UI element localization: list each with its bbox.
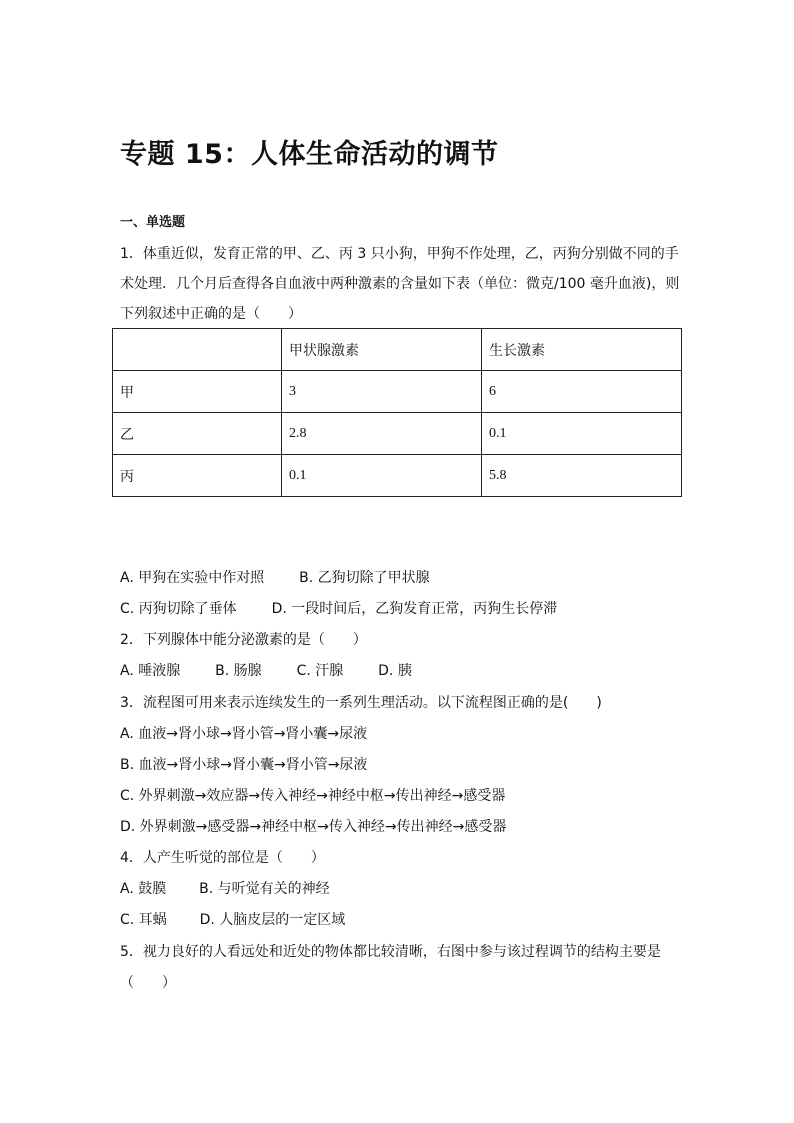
q3-option-b: B. 血液→肾小球→肾小囊→肾小管→尿液 xyxy=(120,757,368,773)
table-header-cell: 生长激素 xyxy=(482,329,682,371)
q1-option-c: C. 丙狗切除了垂体 xyxy=(120,601,237,617)
q3-option-a: A. 血液→肾小球→肾小管→肾小囊→尿液 xyxy=(120,726,368,742)
q2-options-row xyxy=(120,660,412,680)
q4-options-row-1 xyxy=(120,878,330,898)
q1-stem-line-2: 术处理．几个月后查得各自血液中两种激素的含量如下表（单位：微克/100 毫升血液)，则 xyxy=(120,276,680,292)
q2-stem: 2．下列腺体中能分泌激素的是（ ） xyxy=(120,632,367,648)
q1-options-row-1 xyxy=(120,567,430,587)
q4-options-row-2 xyxy=(120,909,345,929)
table-cell: 0.1 xyxy=(282,455,482,497)
table-header-cell xyxy=(113,329,282,371)
section-heading: 一、单选题 xyxy=(120,215,186,230)
table-cell: 0.1 xyxy=(482,413,682,455)
page-title: 专题 15：人体生命活动的调节 xyxy=(120,139,499,170)
q5-stem-line-1: 5．视力良好的人看远处和近处的物体都比较清晰，右图中参与该过程调节的结构主要是 xyxy=(120,944,661,960)
q4-option-a: A. 鼓膜 xyxy=(120,881,167,897)
q4-option-c: C. 耳蜗 xyxy=(120,912,167,928)
table-row xyxy=(113,413,682,455)
q1-option-b: B. 乙狗切除了甲状腺 xyxy=(299,570,430,586)
table-header-cell: 甲状腺激素 xyxy=(282,329,482,371)
q4-option-d: D. 人脑皮层的一定区域 xyxy=(199,912,346,928)
hormone-table xyxy=(112,328,682,497)
q3-option-c: C. 外界刺激→效应器→传入神经→神经中枢→传出神经→感受器 xyxy=(120,788,506,804)
table-header-row xyxy=(113,329,682,371)
q5-stem-line-2: （ ） xyxy=(120,975,176,991)
table-cell: 2.8 xyxy=(282,413,482,455)
q1-stem-line-1: 1．体重近似，发育正常的甲、乙、丙 3 只小狗，甲狗不作处理，乙，丙狗分别做不同的手 xyxy=(120,246,679,262)
q3-option-d: D. 外界刺激→感受器→神经中枢→传入神经→传出神经→感受器 xyxy=(120,819,507,835)
table-cell: 甲 xyxy=(113,371,282,413)
table-cell: 丙 xyxy=(113,455,282,497)
q4-option-b: B. 与听觉有关的神经 xyxy=(199,881,330,897)
q1-option-d: D. 一段时间后，乙狗发育正常，丙狗生长停滞 xyxy=(271,601,558,617)
q2-option-c: C. 汗腺 xyxy=(296,663,344,679)
q2-option-d: D. 胰 xyxy=(378,663,412,679)
q1-stem-line-3: 下列叙述中正确的是（ ） xyxy=(120,306,302,322)
q3-stem: 3．流程图可用来表示连续发生的一系列生理活动。以下流程图正确的是( ) xyxy=(120,695,602,711)
q2-option-b: B. 肠腺 xyxy=(215,663,262,679)
q1-option-a: A. 甲狗在实验中作对照 xyxy=(120,570,265,586)
table-row xyxy=(113,455,682,497)
table-cell: 3 xyxy=(282,371,482,413)
q2-option-a: A. 唾液腺 xyxy=(120,663,181,679)
q4-stem: 4．人产生听觉的部位是（ ） xyxy=(120,850,325,866)
q1-options-row-2 xyxy=(120,598,557,618)
table-cell: 乙 xyxy=(113,413,282,455)
table-cell: 5.8 xyxy=(482,455,682,497)
table-cell: 6 xyxy=(482,371,682,413)
table-row xyxy=(113,371,682,413)
